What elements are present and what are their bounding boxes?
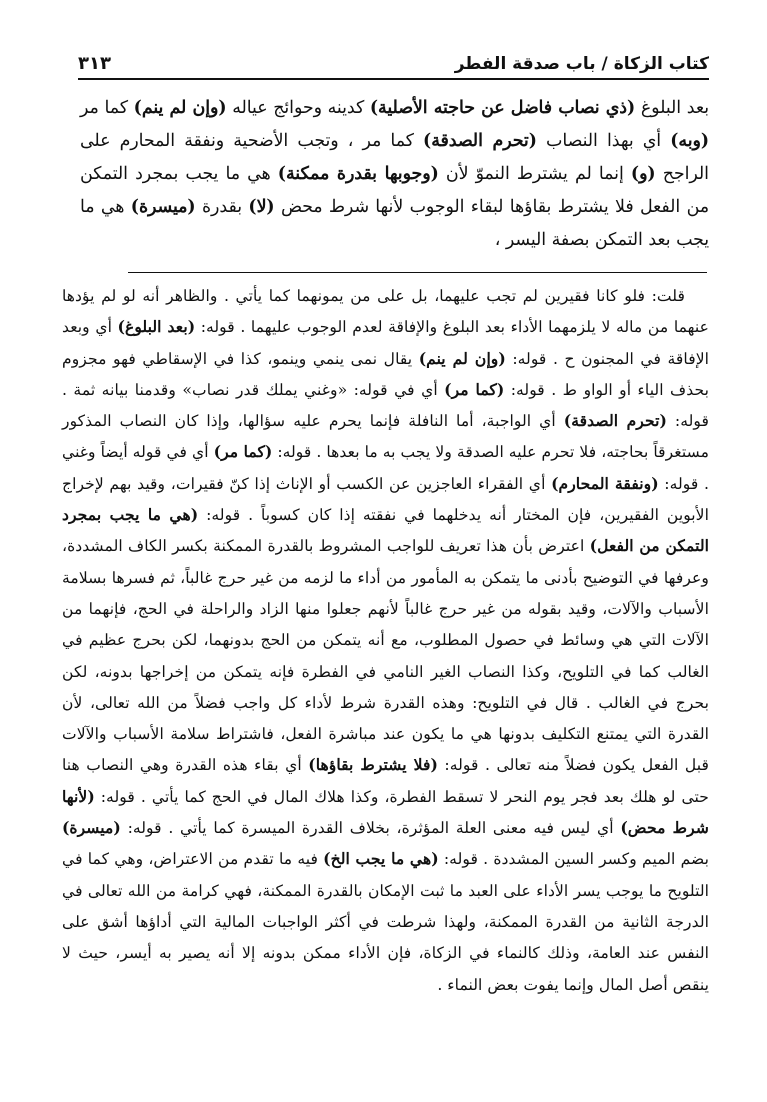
commentary-bold-segment: (كما مر) <box>213 442 273 462</box>
commentary-segment: أي بقاء هذه القدرة وهي النصاب هنا حتى لو هلك بعد فجر يوم النحر لا تسقط الفطرة، وكذا هلاك المال في الحج كما يأتي . قوله: <box>62 755 709 806</box>
main-text-bold-segment: (و) <box>630 164 656 184</box>
main-text-bold-segment: (وجوبها بقدرة ممكنة) <box>277 164 439 184</box>
page-header <box>78 40 709 80</box>
commentary-segment: بضم الميم وكسر السين المشددة . قوله: <box>438 849 710 869</box>
main-text-bold-segment: (ميسرة) <box>130 197 196 217</box>
page-number: ٣١٣ <box>78 53 111 74</box>
commentary-segment: أي في قوله: «وغني يملك قدر نصاب» وقدمنا بيانه ثمة . قوله: <box>62 379 709 431</box>
main-text-bold-segment: (تحرم الصدقة) <box>423 131 537 151</box>
commentary-bold-segment: (تحرم الصدقة) <box>563 411 667 431</box>
main-text-segment: إنما لم يشترط النموّ لأن <box>438 164 631 184</box>
commentary-segment: أي الفقراء العاجزين عن الكسب أو الإناث إذا كنّ فقيرات، وقيد بهم لإخراج الأبوين الفقيرين، فإن المختار أنه يدخلهما في نفقته إذا كان كسوباً . قوله: <box>62 473 709 525</box>
commentary-bold-segment: (لأنها شرط محض) <box>62 786 709 838</box>
commentary-bold-segment: (ونفقة المحارم) <box>551 473 659 493</box>
main-text-segment: بقدرة <box>195 197 249 217</box>
main-text-bold-segment: (وبه) <box>670 131 710 151</box>
commentary-bold-segment: (ميسرة) <box>62 818 121 838</box>
main-text-segment: كما مر ، وتجب الأضحية ونفقة المحارم على الراجح <box>80 131 709 184</box>
commentary-segment: أي في قوله أيضاً وغني . قوله: <box>62 442 710 493</box>
commentary-segment: أي وبعد الإفاقة في المجنون ح . قوله: <box>62 317 710 368</box>
main-text-segment: هي ما يجب بمجرد التمكن من الفعل فلا يشترط بقاؤها لبقاء الوجوب لأنها شرط محض <box>80 164 709 217</box>
commentary-text <box>62 280 709 1000</box>
commentary-segment: أي الواجبة، أما النافلة فإنما يحرم عليه سؤالها، وإذا كان النصاب المذكور مستغرقاً بحاجته، فلا تحرم عليه الصدقة ولا يجب به ما بعدها . قوله: <box>62 411 709 462</box>
main-text-segment: كدينه وحوائج عياله <box>226 98 370 118</box>
main-text-bold-segment: (وإن لم ينم) <box>133 98 227 118</box>
commentary-bold-segment: (هي ما يجب بمجرد التمكن من الفعل) <box>62 505 709 556</box>
commentary-segment: أي ليس فيه معنى العلة المؤثرة، بخلاف القدرة الميسرة كما يأتي . قوله: <box>120 818 621 838</box>
main-text-bold-segment: (لا) <box>248 197 275 217</box>
commentary-paragraph <box>62 280 709 1000</box>
commentary-segment: قلت: فلو كانا فقيرين لم تجب عليهما، بل على من يمونهما كما يأتي . والظاهر أنه لو لم يؤدها عنهما من ماله لا يلزمهما الأداء بعد البلوغ والإفاقة لعدم الوجوب عليهما . قوله: <box>62 286 709 337</box>
commentary-bold-segment: (فلا يشترط بقاؤها) <box>308 755 438 775</box>
main-text <box>80 92 709 257</box>
commentary-segment: يقال نمى ينمي وينمو، كذا في الإسقاطي فهو مجزوم بحذف الياء أو الواو ط . قوله: <box>62 348 709 399</box>
commentary-bold-segment: (هي ما يجب الخ) <box>323 849 439 869</box>
commentary-bold-segment: (وإن لم ينم) <box>418 348 506 368</box>
main-text-bold-segment: (ذي نصاب فاضل عن حاجته الأصلية) <box>369 98 636 118</box>
main-text-segment: بعد البلوغ <box>635 98 710 118</box>
commentary-segment: فيه ما تقدم من الاعتراض، وهي كما في التلويح ما يوجب يسر الأداء على العبد ما ثبت الإمكان بالقدرة الممكنة، فهي كرامة من الله تعالى في الدرجة الثانية من القدرة الممكنة، ولهذا شرطت في أكثر الواجبات المالية التي أداؤها أشق على النفس عند العامة، وذلك كالنماء في الزكاة، فإن الأداء ممكن بدونه إلا أنه يصير به أيسر، حيث لا ينقص أصل المال وإنما يفوت بعض النماء . <box>62 849 709 994</box>
main-text-segment: أي بهذا النصاب <box>536 131 671 151</box>
main-text-segment: هي ما يجب بعد التمكن بصفة اليسر ، <box>80 197 709 250</box>
text-divider <box>128 272 707 273</box>
commentary-bold-segment: (كما مر) <box>444 379 505 399</box>
main-text-segment: كما مر <box>80 98 134 118</box>
commentary-bold-segment: (بعد البلوغ) <box>117 317 196 337</box>
commentary-segment: اعترض بأن هذا تعريف للواجب المشروط بالقدرة الممكنة بكسر الكاف المشددة، وعرفها في التوضيح بأدنى ما يتمكن به المأمور من أداء ما لزمه من غير حرج غالباً، ثم فسرها بسلامة الأسباب والآلات، وقيد بقوله من غير حرج غالباً لأنهم جعلوا منها الزاد والراحلة في الحج، فإنهما من الآلات التي هي وسائط في حصول المطلوب، مع أنه يتمكن من الحج بدونهما، لكن بحرج عظيم في الغالب كما في التلويح، وكذا النصاب الغير النامي في الفطرة فإنه يتمكن من إخراجها بدونه، لكن بحرج في الغالب . قال في التلويح: وهذه القدرة شرط لأداء كل واجب فضلاً من الله تعالى، لأن القدرة التي يمتنع التكليف بدونها هي ما يكون عند مباشرة الفعل، فاشتراط سلامة الأسباب والآلات قبل الفعل يكون فضلاً منه تعالى . قوله: <box>62 536 709 775</box>
main-paragraph <box>80 92 709 257</box>
running-title: كتاب الزكاة / باب صدقة الفطر <box>454 54 709 74</box>
